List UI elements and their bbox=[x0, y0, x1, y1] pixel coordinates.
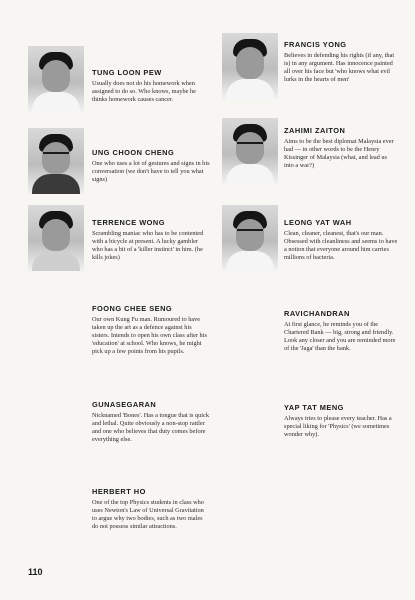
student-description: Believes in defending his rights (if any, that is) in any argument. Has innocence painted all over his face but 'who knows what evil lurks in the hearts of men' bbox=[284, 52, 395, 83]
page-number: 110 bbox=[28, 567, 43, 577]
entry-yap-tat-meng bbox=[284, 403, 398, 439]
student-name: GUNASEGARAN bbox=[92, 400, 157, 409]
student-description: Always tries to please every teacher. Has a special liking for 'Physics' (we sometimes wonder why). bbox=[284, 415, 392, 438]
student-description: Scrambling maniac who has to be contented with a bicycle at present. A lucky gambler who has a bit of a 'killer instinct' in him. (he kills jokes) bbox=[92, 230, 204, 261]
student-description: Usually does not do his homework when assigned to do so. Who knows, maybe he thinks homework causes cancer. bbox=[92, 80, 196, 103]
student-name: LEONG YAT WAH bbox=[284, 218, 352, 227]
student-description: Clean, cleaner, cleanest, that's our man. Obsessed with cleanliness and seems to have a notion that everyone around him carries millions of bacteria. bbox=[284, 230, 398, 261]
portrait-photo-leong-yat-wah bbox=[222, 205, 278, 271]
entry-foong-chee-seng bbox=[92, 304, 210, 356]
student-name: TERRENCE WONG bbox=[92, 218, 166, 227]
student-name: HERBERT HO bbox=[92, 487, 146, 496]
student-description: Nicknamed 'Bones'. Has a tongue that is quick and lethal. Quite obviously a non-stop rattler and one who believes that duty comes before everything else. bbox=[92, 412, 209, 443]
student-description: Aims to be the best diplomat Malaysia ever had — in other words to be the Henry Kissinger of Malaysia (what, and lead us into a war?) bbox=[284, 138, 394, 169]
portrait-photo-francis-yong bbox=[222, 33, 278, 99]
entry-herbert-ho bbox=[92, 487, 210, 531]
entry-francis-yong bbox=[284, 40, 398, 84]
entry-zahimi-zaiton bbox=[284, 126, 398, 170]
portrait-photo-terrence-wong bbox=[28, 205, 84, 271]
student-name: UNG CHOON CHENG bbox=[92, 148, 175, 157]
student-name: FRANCIS YONG bbox=[284, 40, 347, 49]
entry-ung-choon-cheng bbox=[92, 148, 210, 184]
entry-ravichandran bbox=[284, 309, 398, 353]
student-description: At first glance, he reminds you of the Chartered Bank — big, strong and friendly. Look any closer and you are reminded more of the 'Jaga' than the bank. bbox=[284, 321, 396, 352]
student-name: RAVICHANDRAN bbox=[284, 309, 350, 318]
student-description: One of the top Physics students in class who uses Newton's Law of Universal Gravitation to argue why two bodies, such as two males do not possess similar attractions. bbox=[92, 499, 204, 530]
entry-tung-loon-pew bbox=[92, 68, 210, 104]
student-name: ZAHIMI ZAITON bbox=[284, 126, 346, 135]
portrait-photo-tung-loon-pew bbox=[28, 46, 84, 112]
student-description: One who uses a lot of gestures and signs in his conversation (we don't have to tell you what signs) bbox=[92, 160, 210, 183]
entry-leong-yat-wah bbox=[284, 218, 398, 262]
student-name: TUNG LOON PEW bbox=[92, 68, 162, 77]
student-name: YAP TAT MENG bbox=[284, 403, 344, 412]
entry-terrence-wong bbox=[92, 218, 210, 262]
entry-gunasegaran bbox=[92, 400, 210, 444]
portrait-photo-ung-choon-cheng bbox=[28, 128, 84, 194]
student-description: Our own Kung Fu man. Rumoured to have taken up the art as a defence against his sisters. Intends to open his own class after his 'education' at school. Who knows, he might pick up a few points from his pupils. bbox=[92, 316, 207, 355]
student-name: FOONG CHEE SENG bbox=[92, 304, 173, 313]
portrait-photo-zahimi-zaiton bbox=[222, 118, 278, 184]
